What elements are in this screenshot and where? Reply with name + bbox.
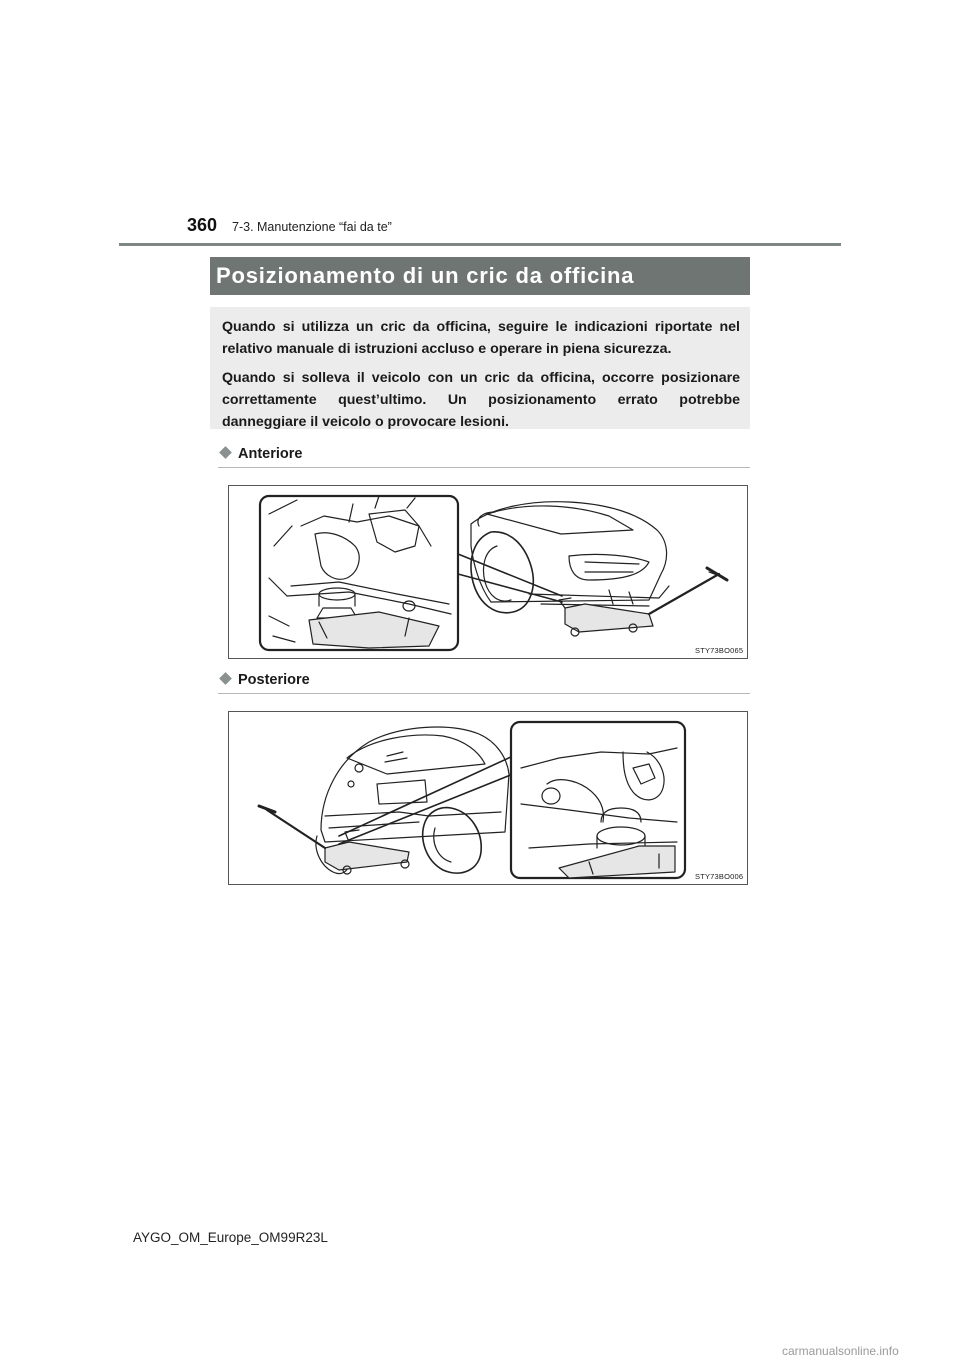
front-jack-figure xyxy=(228,485,748,659)
front-jack-illustration xyxy=(229,486,748,659)
front-heading-label: Anteriore xyxy=(238,446,303,462)
header-rule xyxy=(119,243,841,246)
diamond-bullet-icon xyxy=(219,672,232,685)
rear-figure-code: STY73BO006 xyxy=(695,872,744,881)
rear-heading-label: Posteriore xyxy=(238,672,310,688)
front-heading xyxy=(218,446,750,468)
chapter-title: 7-3. Manutenzione “fai da te” xyxy=(232,220,392,234)
watermark: carmanualsonline.info xyxy=(782,1344,899,1358)
section-title-bar xyxy=(210,257,750,295)
diamond-bullet-icon xyxy=(219,446,232,459)
rear-heading xyxy=(218,672,750,694)
rear-jack-illustration xyxy=(229,712,748,885)
front-figure-code: STY73BO065 xyxy=(695,646,744,655)
rear-jack-figure xyxy=(228,711,748,885)
intro-box xyxy=(210,307,750,429)
page-number: 360 xyxy=(187,215,218,235)
intro-paragraph-2: Quando si solleva il veicolo con un cric da officina, occorre posizionare correttamente quest’ultimo. Un posizionamento errato potrebbe danneggiare il veicolo o provocare lesioni. xyxy=(222,370,740,430)
intro-paragraph-1: Quando si utilizza un cric da officina, seguire le indicazioni riportate nel relativo manuale di istruzioni accluso e operare in piena sicurezza. xyxy=(222,319,740,357)
section-title: Posizionamento di un cric da officina xyxy=(216,263,635,288)
footer-doc-id: AYGO_OM_Europe_OM99R23L xyxy=(133,1230,328,1245)
